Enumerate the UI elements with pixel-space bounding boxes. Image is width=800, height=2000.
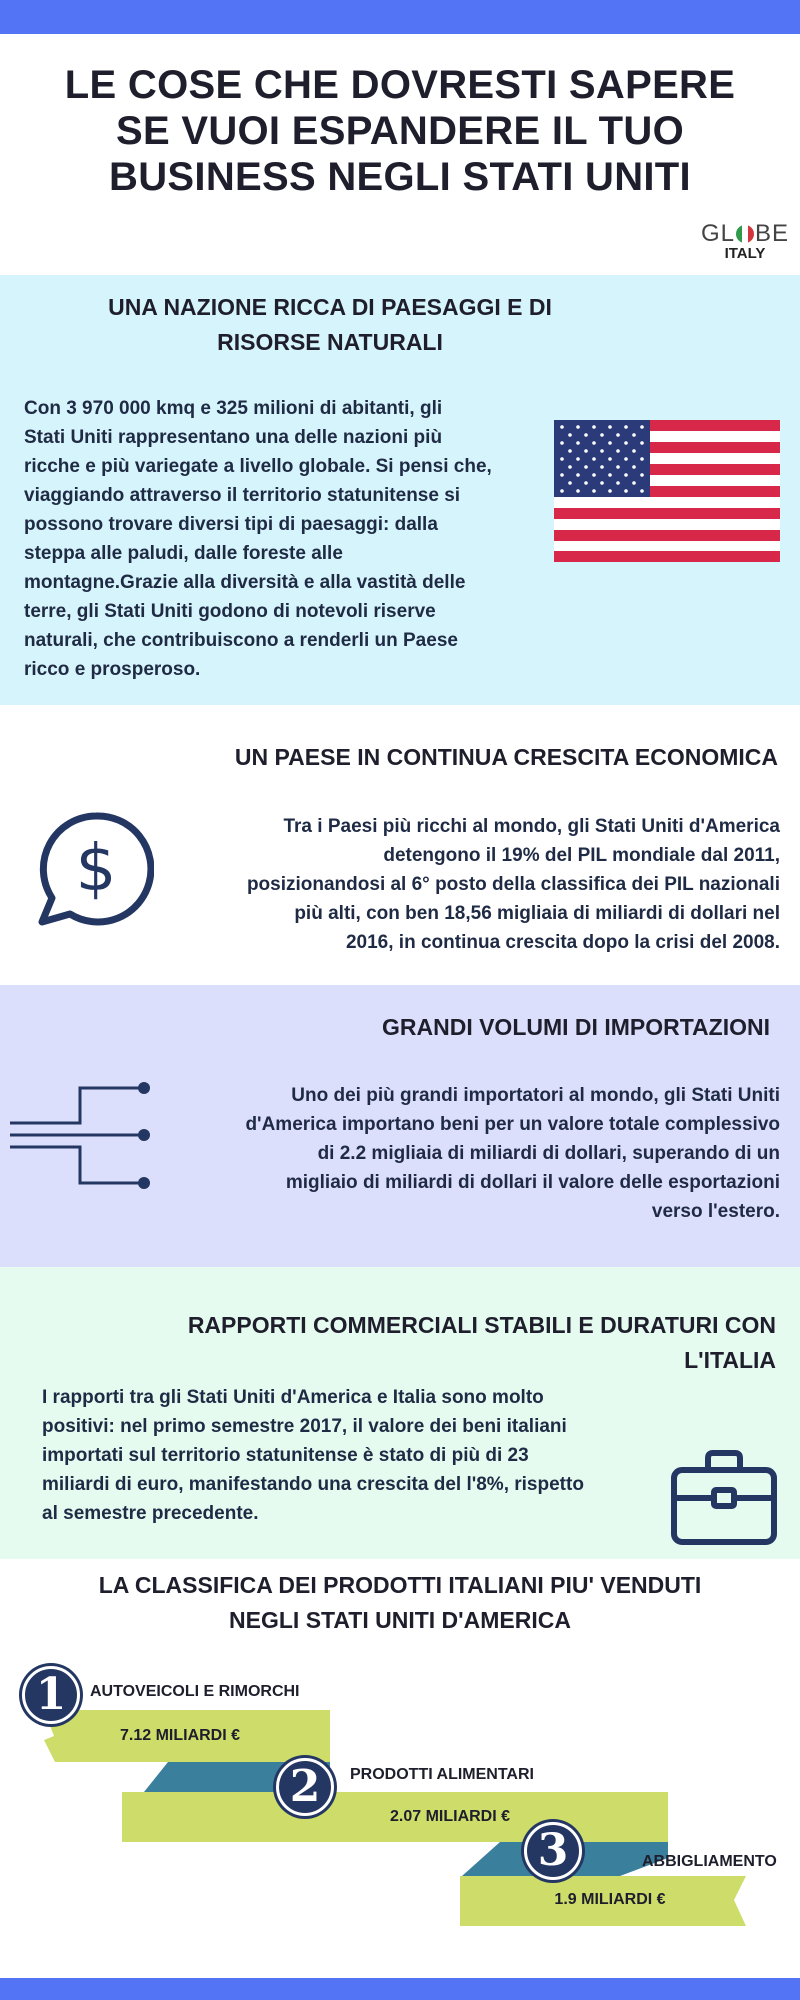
- text-line: naturali, che contribuiscono a renderli un Paese: [24, 630, 458, 651]
- rank-badge-1: 1: [22, 1666, 80, 1724]
- text-line: di 2.2 migliaia di miliardi di dollari, superando di un: [317, 1143, 780, 1164]
- page-title-line: SE VUOI ESPANDERE IL TUO: [115, 109, 685, 153]
- text-line: I rapporti tra gli Stati Uniti d'America e Italia sono molto: [42, 1387, 544, 1408]
- bottom-bar: [0, 1978, 800, 2000]
- rank-1-label: AUTOVEICOLI E RIMORCHI: [90, 1683, 300, 1700]
- globe-italy-logo: [700, 222, 790, 274]
- dollar-speech-bubble-icon: [36, 810, 154, 926]
- text-line: d'America importano beni per un valore totale complessivo: [245, 1114, 780, 1135]
- text-line: detengono il 19% del PIL mondiale dal 2011,: [383, 845, 780, 866]
- section-4-title: [60, 1308, 776, 1378]
- logo-top-text: GL: [700, 220, 735, 247]
- text-line: possono trovare diversi tipi di paesaggi: dalla: [24, 514, 438, 535]
- text-line: positivi: nel primo semestre 2017, il valore dei beni italiani: [42, 1416, 567, 1437]
- section-1-text: [24, 394, 554, 684]
- text-line: più alti, con ben 18,56 migliaia di miliardi di dollari nel: [294, 903, 780, 924]
- us-flag-icon: [554, 420, 780, 562]
- branching-lines-icon: [10, 1080, 155, 1190]
- rank-badge-3: 3: [524, 1822, 582, 1880]
- section-3-title: GRANDI VOLUMI DI IMPORTAZIONI: [381, 1014, 770, 1040]
- text-line: steppa alle paludi, dalle foreste alle: [24, 543, 343, 564]
- section-4-title-line: RAPPORTI COMMERCIALI STABILI E DURATURI CON: [187, 1312, 776, 1338]
- text-line: viaggiando attraverso il territorio statunitense si: [24, 485, 461, 506]
- section-1-title-line: RISORSE NATURALI: [217, 329, 443, 355]
- ranking-title: [40, 1568, 760, 1638]
- section-1-title: [60, 290, 600, 360]
- text-line: Uno dei più grandi importatori al mondo, gli Stati Uniti: [291, 1085, 780, 1106]
- text-line: posizionandosi al 6° posto della classifica dei PIL nazionali: [246, 874, 780, 895]
- section-4-title-line: L'ITALIA: [684, 1347, 776, 1373]
- text-line: miliardi di euro, manifestando una crescita del l'8%, rispetto: [42, 1474, 584, 1495]
- text-line: Stati Uniti rappresentano una delle nazioni più: [24, 427, 443, 448]
- text-line: migliaio di miliardi di dollari il valore delle esportazioni: [285, 1172, 780, 1193]
- text-line: Con 3 970 000 kmq e 325 milioni di abitanti, gli: [24, 398, 443, 419]
- svg-text:$: $: [75, 832, 117, 906]
- text-line: Tra i Paesi più ricchi al mondo, gli Stati Uniti d'America: [283, 816, 780, 837]
- rank-1-value: 7.12 MILIARDI €: [119, 1727, 241, 1744]
- text-line: al semestre precedente.: [42, 1503, 259, 1524]
- text-line: ricche e più variegate a livello globale. Si pensi che,: [24, 456, 492, 477]
- ranking-title-line: NEGLI STATI UNITI D'AMERICA: [229, 1607, 571, 1633]
- logo-wordmark: [700, 222, 790, 246]
- italian-flag-globe-icon: [736, 225, 754, 243]
- rank-3-label: ABBIGLIAMENTO: [642, 1853, 777, 1870]
- rank-2-label: PRODOTTI ALIMENTARI: [350, 1766, 534, 1783]
- rank-badge-2: 2: [276, 1758, 334, 1816]
- rank-3-value: 1.9 MILIARDI €: [554, 1891, 666, 1908]
- briefcase-icon: [670, 1448, 778, 1548]
- page-title-line: BUSINESS NEGLI STATI UNITI: [109, 155, 691, 199]
- section-4-text: [42, 1383, 662, 1528]
- top-bar: [0, 0, 800, 34]
- section-2-title: UN PAESE IN CONTINUA CRESCITA ECONOMICA: [234, 744, 778, 770]
- section-1-title-line: UNA NAZIONE RICCA DI PAESAGGI E DI: [108, 294, 552, 320]
- section-3-text: [160, 1081, 780, 1226]
- text-line: importati sul territorio statunitense è stato di più di 23: [42, 1445, 529, 1466]
- logo-subtitle: ITALY: [724, 245, 766, 262]
- ranking-title-line: LA CLASSIFICA DEI PRODOTTI ITALIANI PIU' VENDUTI: [98, 1572, 702, 1598]
- page-title-line: LE COSE CHE DOVRESTI SAPERE: [64, 63, 736, 107]
- text-line: 2016, in continua crescita dopo la crisi del 2008.: [345, 932, 780, 953]
- logo-top-text-end: BE: [755, 220, 790, 247]
- rank-2-value: 2.07 MILIARDI €: [389, 1808, 511, 1825]
- text-line: montagne.Grazie alla diversità e alla vastità delle: [24, 572, 466, 593]
- text-line: ricco e prosperoso.: [24, 659, 201, 680]
- page-title: [40, 62, 760, 200]
- text-line: verso l'estero.: [651, 1201, 780, 1222]
- section-2-text: [170, 812, 780, 957]
- text-line: terre, gli Stati Uniti godono di notevoli riserve: [24, 601, 436, 622]
